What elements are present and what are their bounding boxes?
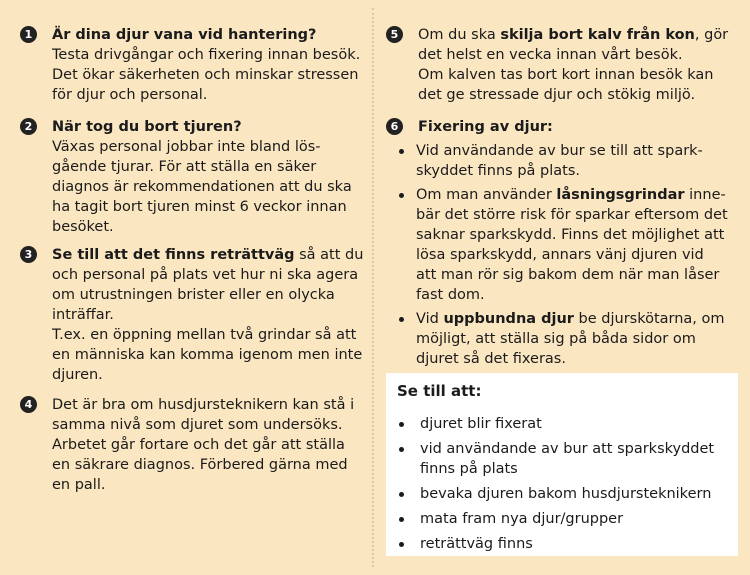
number-badge-3: 3 <box>20 246 37 263</box>
fixation-bullet-2-line-4: att man rör sig bakom dem när man låser <box>416 267 720 283</box>
fixation-bullet-list <box>396 141 741 369</box>
tip-3-line-4: T.ex. en öppning mellan två grindar så att <box>52 327 357 343</box>
fixation-bullet-2-bold: låsningsgrindar <box>556 187 685 203</box>
fixation-bullet-3-bold: uppbundna djur <box>443 311 574 327</box>
checklist-box <box>386 373 738 556</box>
tip-3-line-5: en människa kan komma igenom men inte <box>52 347 363 363</box>
number-badge-2: 2 <box>20 118 37 135</box>
checklist-item-2-line-2: finns på plats <box>420 461 518 477</box>
tip-1 <box>20 25 365 105</box>
tip-2-title: När tog du bort tjuren? <box>52 119 242 135</box>
fixation-bullet-3-pre: Vid <box>416 311 444 327</box>
tip-4-line-3: Arbetet går fortare och det går att ställa <box>52 437 345 453</box>
checklist-item-2-line-1: vid användande av bur att sparkskyddet <box>420 441 715 457</box>
fixation-bullet-2-line-1: bär det större risk för sparkar eftersom det <box>416 207 728 223</box>
tip-2 <box>20 117 365 237</box>
tip-5-pre: Om du ska <box>418 27 501 43</box>
tip-2-line-3: diagnos är rekommendationen att du ska <box>52 179 352 195</box>
tip-1-line-1: Testa drivgångar och fixering innan besök. <box>52 47 361 63</box>
fixation-bullet-3-post: be djurskötarna, om <box>573 311 725 327</box>
fixation-bullet-3-line-2: djuret så det fixeras. <box>416 351 566 367</box>
tip-5-bold: skilja bort kalv från kon <box>500 27 695 43</box>
checklist-item-3: bevaka djuren bakom husdjursteknikern <box>397 484 732 504</box>
checklist-item-4: mata fram nya djur/grupper <box>397 509 732 529</box>
tip-3-line-3: inträffar. <box>52 307 114 323</box>
number-badge-5: 5 <box>386 26 403 43</box>
fixation-bullet-2-post: inne- <box>684 187 726 203</box>
tip-6-title: Fixering av djur: <box>418 119 553 135</box>
tip-5-line-2: Om kalven tas bort kort innan besök kan <box>418 67 714 83</box>
fixation-bullet-2-pre: Om man använder <box>416 187 557 203</box>
tip-3-line-6: djuren. <box>52 367 103 383</box>
tip-2-line-4: ha tagit bort tjuren minst 6 veckor innan <box>52 199 347 215</box>
fixation-bullet-2-line-3: lösa sparkskydd, annars vänj djuren vid <box>416 247 704 263</box>
tip-1-title: Är dina djur vana vid hantering? <box>52 27 317 43</box>
tip-4-line-2: samma nivå som djuret som undersöks. <box>52 417 343 433</box>
tip-2-line-2: gående tjurar. För att ställa en säker <box>52 159 317 175</box>
tip-4 <box>20 395 365 495</box>
tip-5 <box>386 25 741 105</box>
number-badge-4: 4 <box>20 396 37 413</box>
fixation-bullet-1-line-1: Vid användande av bur se till att spark- <box>416 143 703 159</box>
tip-5-post: , gör <box>694 27 729 43</box>
fixation-bullet-2 <box>396 185 741 305</box>
tip-4-line-1: Det är bra om husdjursteknikern kan stå i <box>52 397 355 413</box>
fixation-bullet-2-line-5: fast dom. <box>416 287 485 303</box>
checklist-item-5: reträttväg finns <box>397 534 732 554</box>
tip-3-first-line: så att du <box>294 247 364 263</box>
tip-3-line-1: och personal på plats vet hur ni ska agera <box>52 267 359 283</box>
tip-1-line-2: Det ökar säkerheten och minskar stressen <box>52 67 359 83</box>
tip-3-bold: Se till att det finns reträttväg <box>52 247 295 263</box>
tip-5-line-3: det ge stressade djur och stökig miljö. <box>418 87 696 103</box>
checklist-title: Se till att: <box>397 382 482 400</box>
checklist-list <box>397 409 732 554</box>
tip-6 <box>386 117 741 369</box>
tip-4-line-5: en pall. <box>52 477 106 493</box>
tip-5-line-1: det helst en vecka innan vårt besök. <box>418 47 683 63</box>
column-divider <box>372 8 374 567</box>
tip-3-line-2: om utrustningen brister eller en olycka <box>52 287 335 303</box>
number-badge-1: 1 <box>20 26 37 43</box>
tip-1-line-3: för djur och personal. <box>52 87 208 103</box>
tip-2-line-1: Växas personal jobbar inte bland lös- <box>52 139 321 155</box>
tip-2-line-5: besöket. <box>52 219 114 235</box>
checklist-item-1: djuret blir fixerat <box>397 414 732 434</box>
fixation-bullet-3 <box>396 309 741 369</box>
fixation-bullet-3-line-1: möjligt, att ställa sig på båda sidor om <box>416 331 696 347</box>
fixation-bullet-2-line-2: saknar sparkskydd. Finns det möjlighet att <box>416 227 725 243</box>
tip-3 <box>20 245 365 385</box>
tip-4-line-4: en säkrare diagnos. Förbered gärna med <box>52 457 348 473</box>
fixation-bullet-1 <box>396 141 741 181</box>
checklist-item-2 <box>397 439 732 479</box>
number-badge-6: 6 <box>386 118 403 135</box>
fixation-bullet-1-line-2: skyddet finns på plats. <box>416 163 580 179</box>
